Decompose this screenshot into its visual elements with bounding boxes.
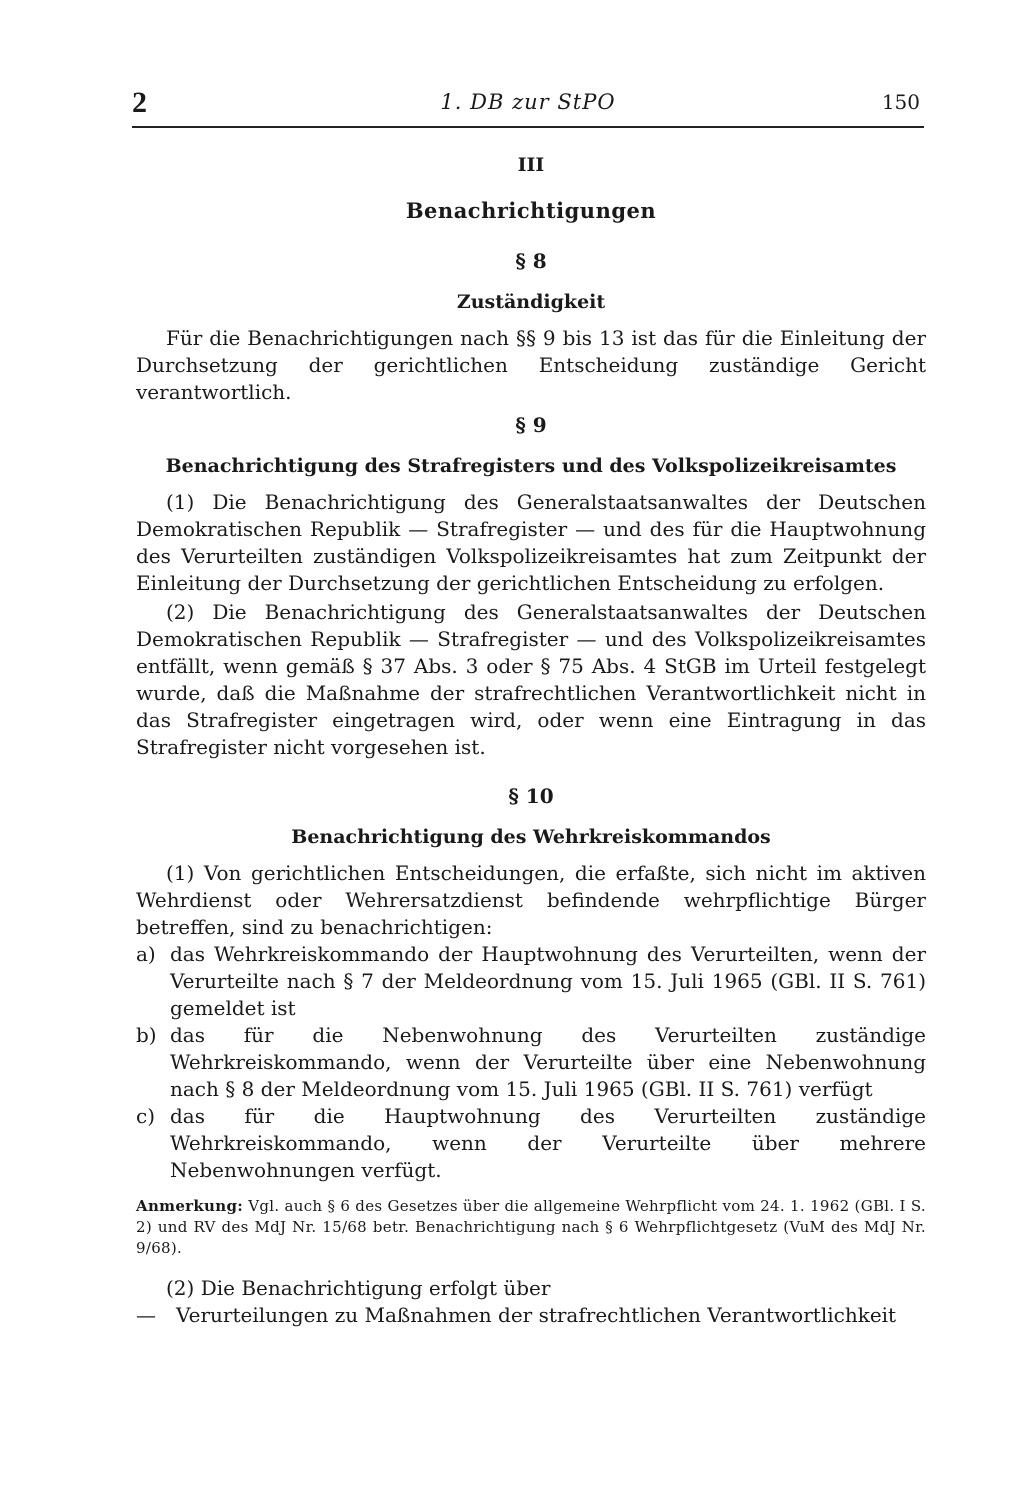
paragraph-9-abs2: (2) Die Benachrichtigung des Generalstaatsanwaltes der Deutschen Demokratischen Republik — Strafregister — und des Volkspolizeikreisamtes entfällt, wenn gemäß § 37 Abs. 3 oder § 75 Abs. 4 StGB im Urteil festgelegt wurde, daß die Maßnahme der strafrechtlichen Verantwortlichkeit nicht in das Strafregister eingetragen wird, oder wenn eine Eintragung in das Strafregister nicht vorgesehen ist. [136, 600, 926, 759]
paragraph-10-number: § 10 [508, 784, 554, 808]
paragraph-10-title: Benachrichtigung des Wehrkreiskommandos [291, 826, 771, 848]
header-title: 1. DB zur StPO [440, 90, 616, 114]
note-text: Vgl. auch § 6 des Gesetzes über die allgemeine Wehrpflicht vom 24. 1. 1962 (GBl. I S. 2) und RV des MdJ Nr. 15/68 betr. Benachrichtigung nach § 6 Wehrpflichtgesetz (VuM des MdJ Nr. 9/68). [136, 1197, 926, 1257]
header-section-number: 2 [132, 86, 147, 119]
list-item [136, 1103, 926, 1184]
paragraph-10-abs2: (2) Die Benachrichtigung erfolgt über [166, 1276, 551, 1300]
list-item [136, 1022, 926, 1103]
paragraph-10-abs1: (1) Von gerichtlichen Entscheidungen, die erfaßte, sich nicht im aktiven Wehrdienst oder Wehrersatzdienst befindende wehrpflichtige Bürger betreffen, sind zu benachrichtigen: [136, 861, 926, 939]
header-page-number: 150 [881, 90, 920, 114]
recipient-list [136, 941, 926, 1184]
dash-item-text: Verurteilungen zu Maßnahmen der strafrechtlichen Verantwortlichkeit [176, 1303, 897, 1327]
paragraph-8-title: Zuständigkeit [456, 291, 606, 313]
list-item-text: das für die Hauptwohnung des Verurteilten zuständige Wehrkreiskommando, wenn der Verurteilte über mehrere Nebenwohnungen verfügt. [170, 1104, 926, 1182]
list-marker: a) [136, 942, 156, 966]
dash-list-item [136, 1302, 926, 1329]
document-body [136, 148, 926, 1329]
section-roman-numeral: III [517, 154, 545, 176]
paragraph-8-text: Für die Benachrichtigungen nach §§ 9 bis 13 ist das für die Einleitung der Durchsetzung der gerichtlichen Entscheidung zuständige Gericht verantwortlich. [136, 326, 926, 404]
paragraph-8-number: § 8 [515, 249, 547, 273]
list-marker: b) [136, 1023, 157, 1047]
paragraph-9-abs1: (1) Die Benachrichtigung des Generalstaatsanwaltes der Deutschen Demokratischen Republik — Strafregister — und des für die Hauptwohnung des Verurteilten zuständigen Volkspolizeikreisamtes hat zum Zeitpunkt der Einleitung der Durchsetzung der gerichtlichen Entscheidung zu erfolgen. [136, 490, 926, 595]
dash-marker: — [136, 1303, 156, 1327]
paragraph-9-title: Benachrichtigung des Strafregisters und des Volkspolizeikreisamtes [165, 455, 897, 477]
section-title: Benachrichtigungen [405, 198, 657, 223]
paragraph-9-number: § 9 [515, 413, 547, 437]
list-item [136, 941, 926, 1022]
page-header [132, 82, 924, 128]
annotation-note [136, 1196, 926, 1259]
list-item-text: das für die Nebenwohnung des Verurteilten zuständige Wehrkreiskommando, wenn der Verurteilte über eine Nebenwohnung nach § 8 der Meldeordnung vom 15. Juli 1965 (GBl. II S. 761) verfügt [170, 1023, 926, 1101]
note-label: Anmerkung: [136, 1197, 244, 1215]
list-item-text: das Wehrkreiskommando der Hauptwohnung des Verurteilten, wenn der Verurteilte nach § 7 der Meldeordnung vom 15. Juli 1965 (GBl. II S. 761) gemeldet ist [170, 942, 926, 1020]
list-marker: c) [136, 1104, 156, 1128]
